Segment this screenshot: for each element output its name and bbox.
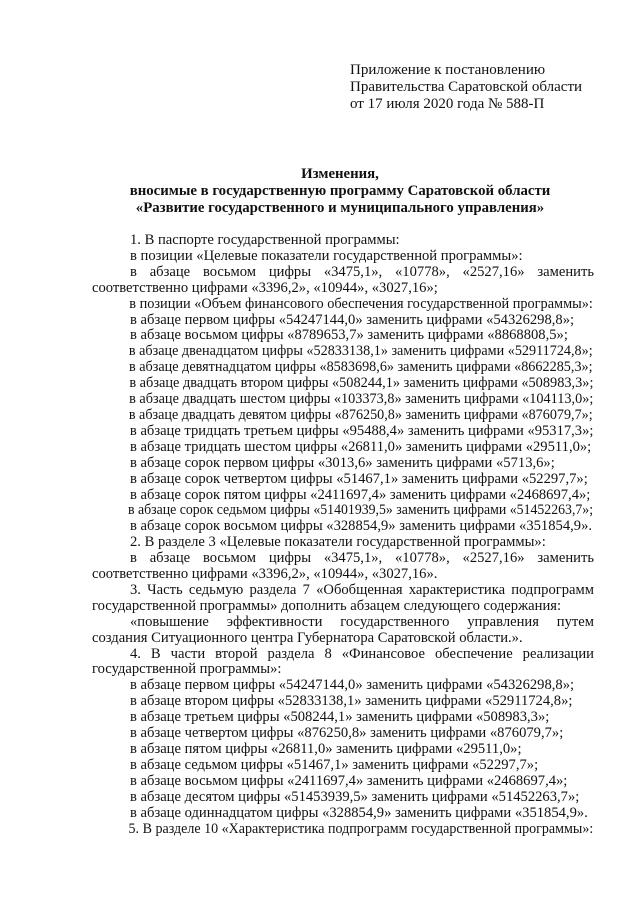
body-line: в абзаце двадцать шестом цифры «103373,8» заменить цифрами «104113,0»; (129, 391, 594, 408)
body-line: в абзаце сорок четвертом цифры «51467,1» заменить цифрами «52297,7»; (130, 470, 588, 487)
body-line: в абзаце сорок пятом цифры «2411697,4» заменить цифрами «2468697,4»; (130, 486, 591, 503)
body-line: создания Ситуационного центра Губернатора Саратовской области.». (92, 629, 523, 646)
body-line: в абзаце тридцать третьем цифры «95488,4» заменить цифрами «95317,3»; (129, 422, 594, 439)
body-line: в абзаце первом цифры «54247144,0» заменить цифрами «54326298,8»; (130, 311, 575, 328)
body-line: в абзаце втором цифры «52833138,1» заменить цифрами «52911724,8»; (130, 693, 573, 710)
approval-line: Правительства Саратовской области (350, 79, 583, 95)
body-line: в абзаце восьмом цифры «2411697,4» заменить цифрами «2468697,4»; (130, 772, 568, 789)
body-line: в абзаце сорок первом цифры «3013,6» заменить цифрами «5713,6»; (130, 454, 555, 471)
body-line: 4. В части второй раздела 8 «Финансовое обеспечение реализации (130, 645, 594, 662)
body-line: 1. В паспорте государственной программы: (130, 232, 400, 248)
body-line: 2. В разделе 3 «Целевые показатели государственной программы»: (130, 534, 546, 551)
body-line: в абзаце тридцать шестом цифры «26811,0» заменить цифрами «29511,0»; (130, 438, 592, 455)
body-line: в абзаце двадцать втором цифры «508244,1» заменить цифрами «508983,3»; (129, 375, 594, 392)
body-line: 5. В разделе 10 «Характеристика подпрограмм государственной программы»: (128, 820, 594, 837)
body-line: в абзаце одиннадцатом цифры «328854,9» заменить цифрами «351854,9». (130, 804, 588, 821)
body-line: в позиции «Объем финансового обеспечения государственной программы»: (129, 295, 593, 312)
body-line: в абзаце двенадцатом цифры «52833138,1» заменить цифрами «52911724,8»; (128, 343, 593, 360)
body-line: в абзаце восьмом цифры «8789653,7» заменить цифрами «8868808,5»; (130, 327, 568, 344)
body-line: в абзаце седьмом цифры «51467,1» заменить цифрами «52297,7»; (130, 756, 539, 773)
body-line: в абзаце десятом цифры «51453939,5» заменить цифрами «51452263,7»; (130, 788, 580, 805)
approval-stamp (350, 62, 630, 113)
body-line: государственной программы»: (92, 661, 282, 678)
body-line: в абзаце третьем цифры «508244,1» заменить цифрами «508983,3»; (130, 709, 550, 726)
document-title (60, 166, 620, 217)
body-line: в абзаце сорок седьмом цифры «51401939,5» заменить цифрами «51452263,7»; (127, 502, 594, 519)
document-body (92, 233, 594, 837)
body-line: в абзаце первом цифры «54247144,0» заменить цифрами «54326298,8»; (130, 677, 575, 694)
body-line: государственной программы» дополнить абзацем следующего содержания: (92, 597, 562, 614)
body-line: в абзаце восьмом цифры «3475,1», «10778», «2527,16» заменить (130, 263, 594, 280)
body-line: «повышение эффективности государственного управления путем (130, 613, 594, 630)
approval-line: от 17 июля 2020 года № 588-П (350, 96, 545, 112)
body-line: в абзаце пятом цифры «26811,0» заменить цифрами «29511,0»; (130, 741, 522, 757)
body-line: в абзаце двадцать девятом цифры «876250,8» заменить цифрами «876079,7»; (128, 406, 593, 423)
body-line: соответственно цифрами «3396,2», «10944», «3027,16». (92, 566, 438, 583)
title-line: «Развитие государственного и муниципального управления» (135, 200, 545, 216)
title-line: вносимые в государственную программу Саратовской области (129, 183, 551, 199)
body-line: 3. Часть седьмую раздела 7 «Обобщенная характеристика подпрограмм (130, 581, 594, 598)
body-line: соответственно цифрами «3396,2», «10944», «3027,16»; (92, 279, 438, 296)
body-line: в абзаце девятнадцатом цифры «8583698,6» заменить цифрами «8662285,3»; (128, 359, 593, 376)
title-line: Изменения, (301, 166, 379, 182)
body-line: в абзаце восьмом цифры «3475,1», «10778», «2527,16» заменить (130, 550, 594, 567)
body-line: в абзаце четвертом цифры «876250,8» заменить цифрами «876079,7»; (130, 725, 564, 742)
body-line: в позиции «Целевые показатели государственной программы»: (130, 247, 523, 264)
body-line: в абзаце сорок восьмом цифры «328854,9» заменить цифрами «351854,9». (130, 518, 593, 535)
approval-line: Приложение к постановлению (350, 62, 546, 78)
